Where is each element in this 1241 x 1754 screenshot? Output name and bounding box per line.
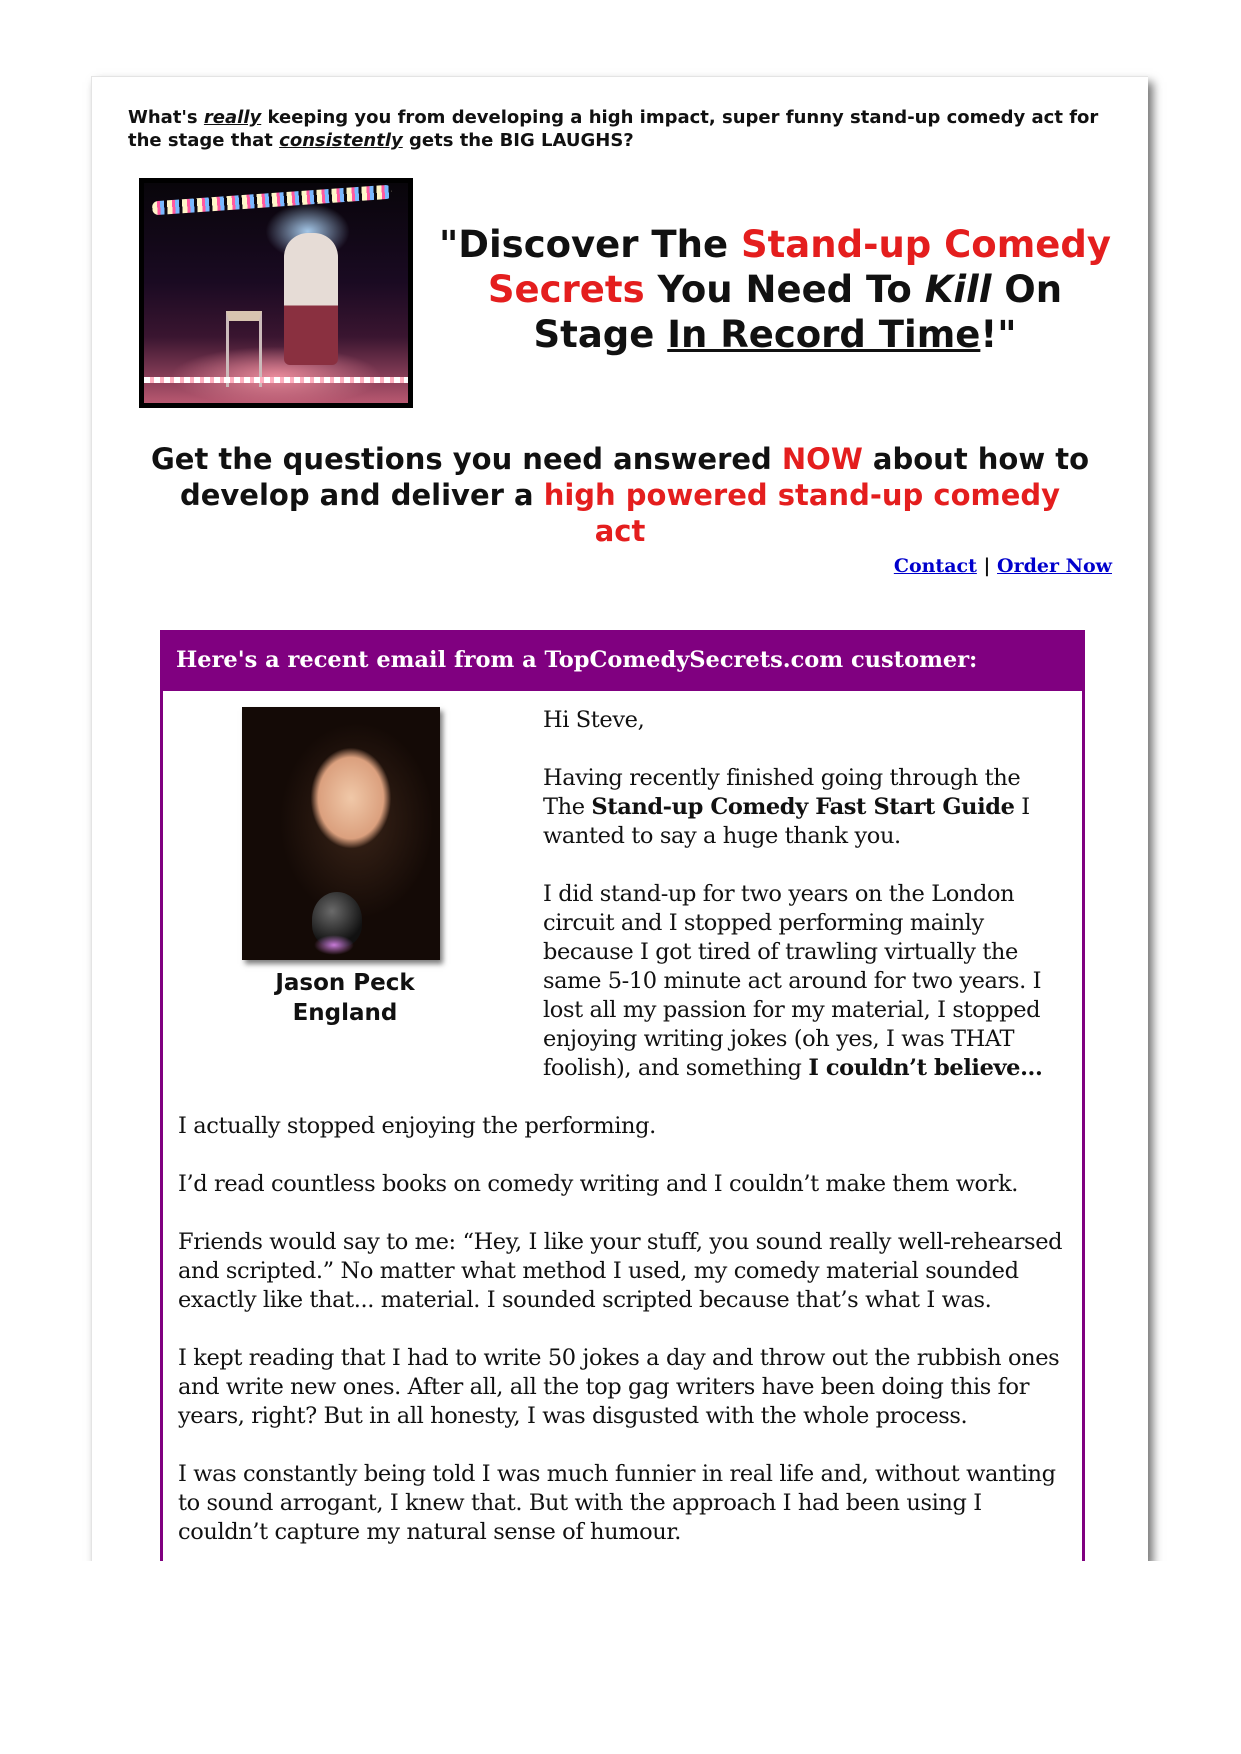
email-paragraph: I kept reading that I had to write 50 jokes a day and throw out the rubbish ones and write new ones. After all, all the top gag writers have been doing this for years, right? But in all honesty, I was disgusted with the whole process.: [178, 1345, 1060, 1429]
email-text-top: [543, 706, 1063, 1112]
customer-caption: [232, 968, 458, 1028]
customer-location: England: [292, 1000, 398, 1026]
page-headline: "Discover The Stand-up Comedy Secrets You Need To Kill On Stage In Record Time!": [439, 223, 1111, 356]
microphone-glow: [314, 935, 354, 955]
customer-name: Jason Peck: [275, 970, 415, 996]
headline-highlight: Stand-up Comedy Secrets: [487, 223, 1111, 311]
email-text-body: [178, 1112, 1068, 1576]
email-paragraph: I actually stopped enjoying the performing.: [178, 1113, 656, 1139]
intro-question: What's really keeping you from developing a high impact, super funny stand-up comedy act for the stage that consistently gets the BIG LAUGHS?: [128, 107, 1099, 151]
top-links: Contact | Order Now: [893, 555, 1112, 577]
page-bottom-margin: [0, 1561, 1241, 1754]
emphasis-consistently: consistently: [279, 130, 403, 151]
email-paragraph: Having recently finished going through the The Stand-up Comedy Fast Start Guide I wanted to say a huge thank you.: [543, 765, 1030, 849]
customer-photo: [242, 707, 440, 960]
email-paragraph: I was constantly being told I was much funnier in real life and, without wanting to sound arrogant, I knew that. But with the approach I had been using I couldn’t capture my natural sense of humour.: [178, 1461, 1056, 1545]
headline-kill: Kill: [924, 268, 992, 311]
subhead-highlight: high powered stand-up comedy act: [543, 478, 1061, 548]
stool: [226, 311, 262, 387]
email-paragraph: I’d read countless books on comedy writing and I couldn’t make them work.: [178, 1171, 1019, 1197]
contact-link[interactable]: Contact: [893, 555, 977, 577]
email-greeting: Hi Steve,: [543, 707, 645, 733]
comedian-figure: [284, 233, 338, 365]
email-paragraph: Friends would say to me: “Hey, I like your stuff, you sound really well-rehearsed and scripted.” No matter what method I used, my comedy material sounded exactly like that... material. I sounded scripted because that’s what I was.: [178, 1229, 1063, 1313]
email-paragraph: I did stand-up for two years on the London circuit and I stopped performing mainly because I got tired of trawling virtually the same 5-10 minute act around for two years. I lost all my passion for my material, I stopped enjoying writing jokes (oh yes, I was THAT foolish), and something I couldn’t believe...: [543, 881, 1043, 1081]
stage-footlights: [144, 377, 408, 383]
emphasis-really: really: [203, 107, 262, 128]
testimonial-header: Here's a recent email from a TopComedySecrets.com customer:: [160, 630, 1085, 691]
stage-lights: [152, 185, 392, 216]
order-now-link[interactable]: Order Now: [997, 555, 1112, 577]
comedian-stage-photo: [139, 178, 413, 408]
subheadline: Get the questions you need answered NOW about how to develop and deliver a high powered stand-up comedy act: [150, 442, 1090, 548]
headline-underlined: In Record Time: [667, 313, 981, 356]
subhead-now: NOW: [781, 442, 863, 476]
